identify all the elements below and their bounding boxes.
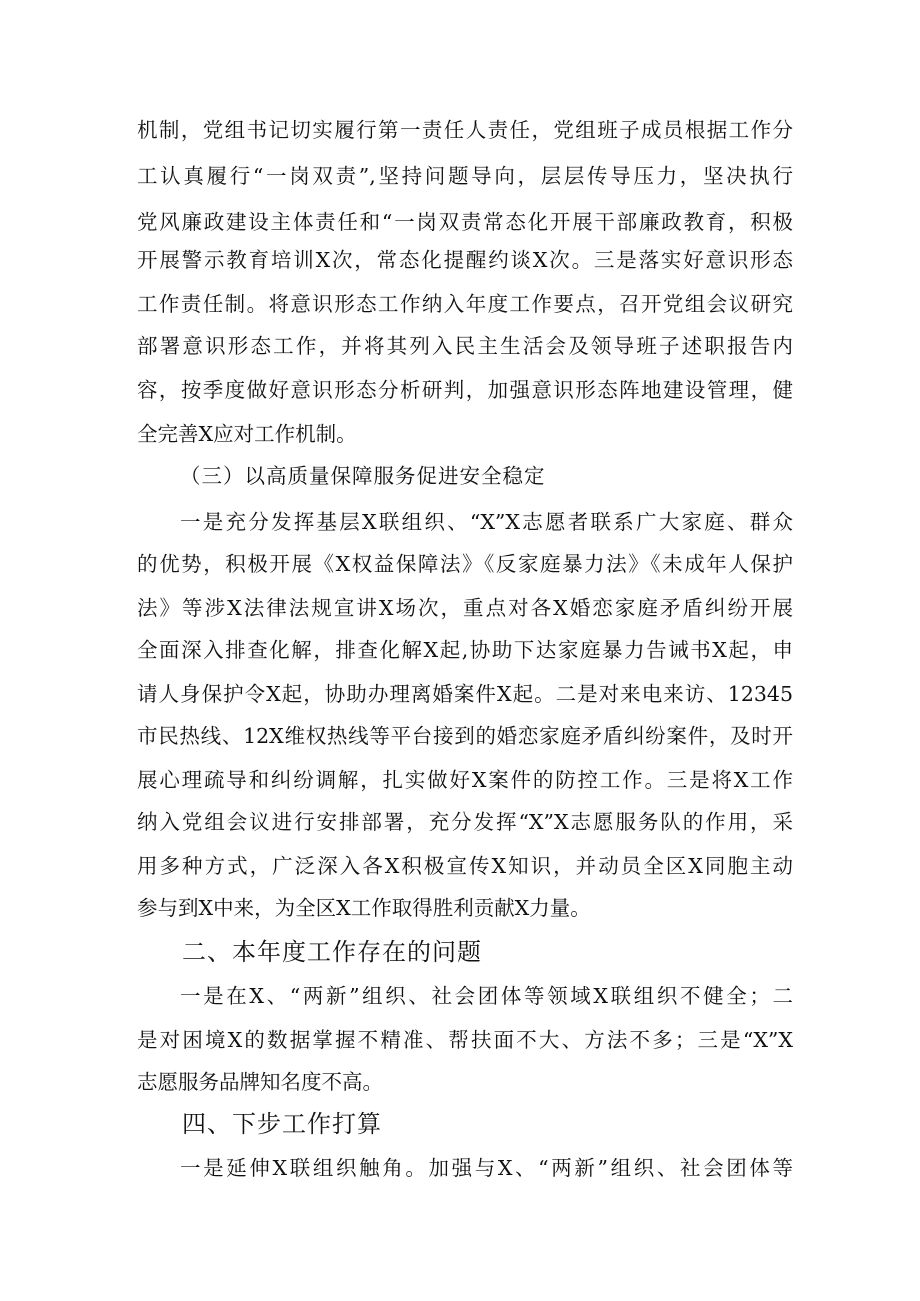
- text-line: 展心理疏导和纠纷调解，扎实做好X案件的防控工作。三是将X工作: [137, 768, 793, 792]
- text-line: 部署意识形态工作，并将其列入民主生活会及领导班子述职报告内: [137, 334, 793, 358]
- text-line: 工作责任制。将意识形态工作纳入年度工作要点，召开党组会议研究: [137, 292, 793, 316]
- text-line: 机制，党组书记切实履行第一责任人责任，党组班子成员根据工作分: [137, 118, 793, 142]
- text-line: 请人身保护令X起，协助办理离婚案件X起。二是对来电来访、12345: [137, 682, 793, 706]
- section-heading-4: 四、下步工作打算: [182, 1110, 382, 1138]
- text-line: 一是充分发挥基层X联组织、“X”X志愿者联系广大家庭、群众: [180, 510, 793, 534]
- text-line: 是对困境X的数据掌握不精准、帮扶面不大、方法不多；三是“X”X: [137, 1028, 793, 1052]
- subheading-3: （三）以高质量保障服务促进安全稳定: [180, 464, 546, 488]
- text-line: 一是在X、“两新”组织、社会团体等领域X联组织不健全；二: [180, 984, 793, 1008]
- text-line: 全面深入排查化解，排查化解X起,协助下达家庭暴力告诫书X起，申: [137, 638, 793, 662]
- text-line: 市民热线、12X维权热线等平台接到的婚恋家庭矛盾纠纷案件，及时开: [137, 724, 793, 748]
- section-heading-2: 二、本年度工作存在的问题: [182, 938, 482, 966]
- text-line: 参与到X中来，为全区X工作取得胜利贡献X力量。: [137, 896, 591, 920]
- text-line: 工认真履行“一岗双责”,坚持问题导向，层层传导压力，坚决执行: [137, 164, 793, 188]
- text-line: 的优势，积极开展《X权益保障法》《反家庭暴力法》《未成年人保护: [137, 552, 793, 576]
- text-line: 用多种方式，广泛深入各X积极宣传X知识，并动员全区X同胞主动: [137, 854, 793, 878]
- text-line: 纳入党组会议进行安排部署，充分发挥“X”X志愿服务队的作用，采: [137, 810, 793, 834]
- text-line: 开展警示教育培训X次，常态化提醒约谈X次。三是落实好意识形态: [137, 248, 793, 272]
- text-line: 一是延伸X联组织触角。加强与X、“两新”组织、社会团体等: [180, 1156, 793, 1180]
- text-line: 容，按季度做好意识形态分析研判，加强意识形态阵地建设管理，健: [137, 378, 793, 402]
- text-line: 法》等涉X法律法规宣讲X场次，重点对各X婚恋家庭矛盾纠纷开展: [137, 596, 793, 620]
- text-line: 全完善X应对工作机制。: [137, 422, 357, 446]
- text-line: 党风廉政建设主体责任和“一岗双责常态化开展干部廉政教育，积极: [137, 210, 793, 234]
- text-line: 志愿服务品牌知名度不高。: [137, 1070, 383, 1094]
